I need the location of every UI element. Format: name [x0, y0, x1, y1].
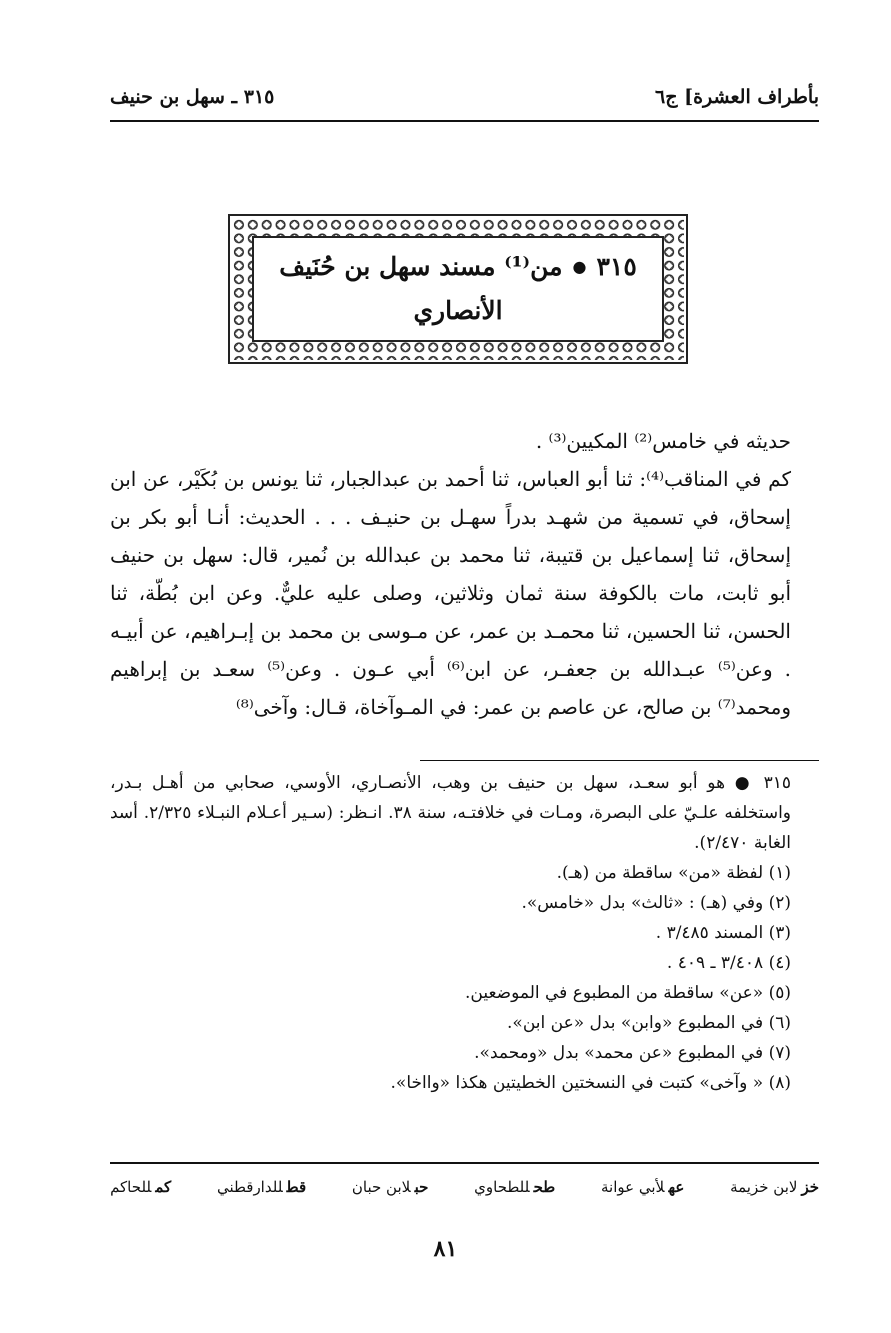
page-number: ٨١	[433, 1236, 458, 1262]
title-frame	[228, 214, 688, 364]
footnote-main: ٣١٥ ● هو أبو سعـد، سهل بن حنيف بن وهب، الأنصـاري، الأوسي، صحابي من أهـل بـدر، واستخلفه علـيّ على البصرة، ومـات في خلافتـه، سنة ٣٨. انـظر: (سـير أعـلام النبـلاء ٢/٣٢٥. أسد الغابة ٢/٤٧٠).	[110, 773, 791, 853]
running-head	[110, 72, 819, 108]
footnote-rule	[420, 760, 819, 761]
footnote-1: (١) لفظة «من» ساقطة من (هـ).	[556, 863, 791, 883]
running-head-left: ٣١٥ ـ سهل بن حنيف	[110, 86, 275, 108]
title-line-2: الأنصاري	[413, 296, 503, 325]
abbr-item: طحللطحاوي	[474, 1178, 556, 1196]
paragraph-2: كم في المناقب⁽⁴⁾: ثنا أبو العباس، ثنا أحمد بن عبدالجبار، ثنا يونس بن بُكَيْر، عن ابن إسحاق، في تسمية من شهـد بدراً سهـل بن حنيـف . . . الحديث: أنـا أبو بكر بن إسحاق، ثنا إسماعيل بن قتيبة، ثنا محمد بن عبدالله بن نُمير، قال: سهل بن حنيف أبو ثابت، مات بالكوفة سنة ثمان وثلاثين، وصلى عليه عليٌّ. وعن ابن بُطّة، ثنا الحسن، ثنا الحسين، ثنا محمـد بن عمر، عن مـوسى بن محمد بن إبـراهيم، عن أبيـه . وعن⁽⁵⁾ عبـدالله بن جعفـر، عن ابن⁽⁶⁾ أبي عـون . وعن⁽⁵⁾ سعـد بن إبراهيم ومحمد⁽⁷⁾ بن صالح، عن عاصم بن عمر: في المـوآخاة، قـال: وآخى⁽⁸⁾	[110, 467, 792, 719]
footnotes	[110, 768, 819, 1098]
main-text	[110, 422, 819, 726]
footnote-3: (٣) المسند ٣/٤٨٥ .	[655, 923, 791, 943]
abbr-item: عهلأبي عوانة	[600, 1178, 685, 1196]
header-rule	[110, 120, 819, 122]
footnote-6: (٦) في المطبوع «وابن» بدل «عن ابن».	[507, 1013, 791, 1033]
abbr-item: قطللدارقطني	[216, 1178, 307, 1196]
running-head-right: بأطراف العشرة] ج٦	[655, 86, 819, 108]
abbreviations-key	[110, 1178, 819, 1196]
title-text: من⁽¹⁾ مسند سهل بن حُنَيف	[279, 252, 563, 281]
abbr-item: خزلابن خزيمة	[730, 1178, 819, 1196]
footnote-2: (٢) وفي (هـ) : «ثالث» بدل «خامس».	[521, 893, 791, 913]
abbr-item: كمللحاكم	[110, 1178, 172, 1196]
abbr-item: حبلابن حبان	[351, 1178, 429, 1196]
abbreviations-rule	[110, 1162, 819, 1164]
title-block	[252, 236, 664, 342]
footnote-4: (٤) ٣/٤٠٨ ـ ٤٠٩ .	[666, 953, 791, 973]
footnote-5: (٥) «عن» ساقطة من المطبوع في الموضعين.	[464, 983, 791, 1003]
title-line-1	[279, 245, 637, 289]
footnote-8: (٨) « وآخى» كتبت في النسختين الخطيتين هكذا «وااخا».	[390, 1073, 791, 1093]
footnote-7: (٧) في المطبوع «عن محمد» بدل «ومحمد».	[474, 1043, 791, 1063]
paragraph-1: حديثه في خامس⁽²⁾ المكيين⁽³⁾ .	[535, 429, 791, 453]
bullet-icon: ●	[572, 257, 587, 276]
title-number: ٣١٥	[596, 252, 637, 281]
